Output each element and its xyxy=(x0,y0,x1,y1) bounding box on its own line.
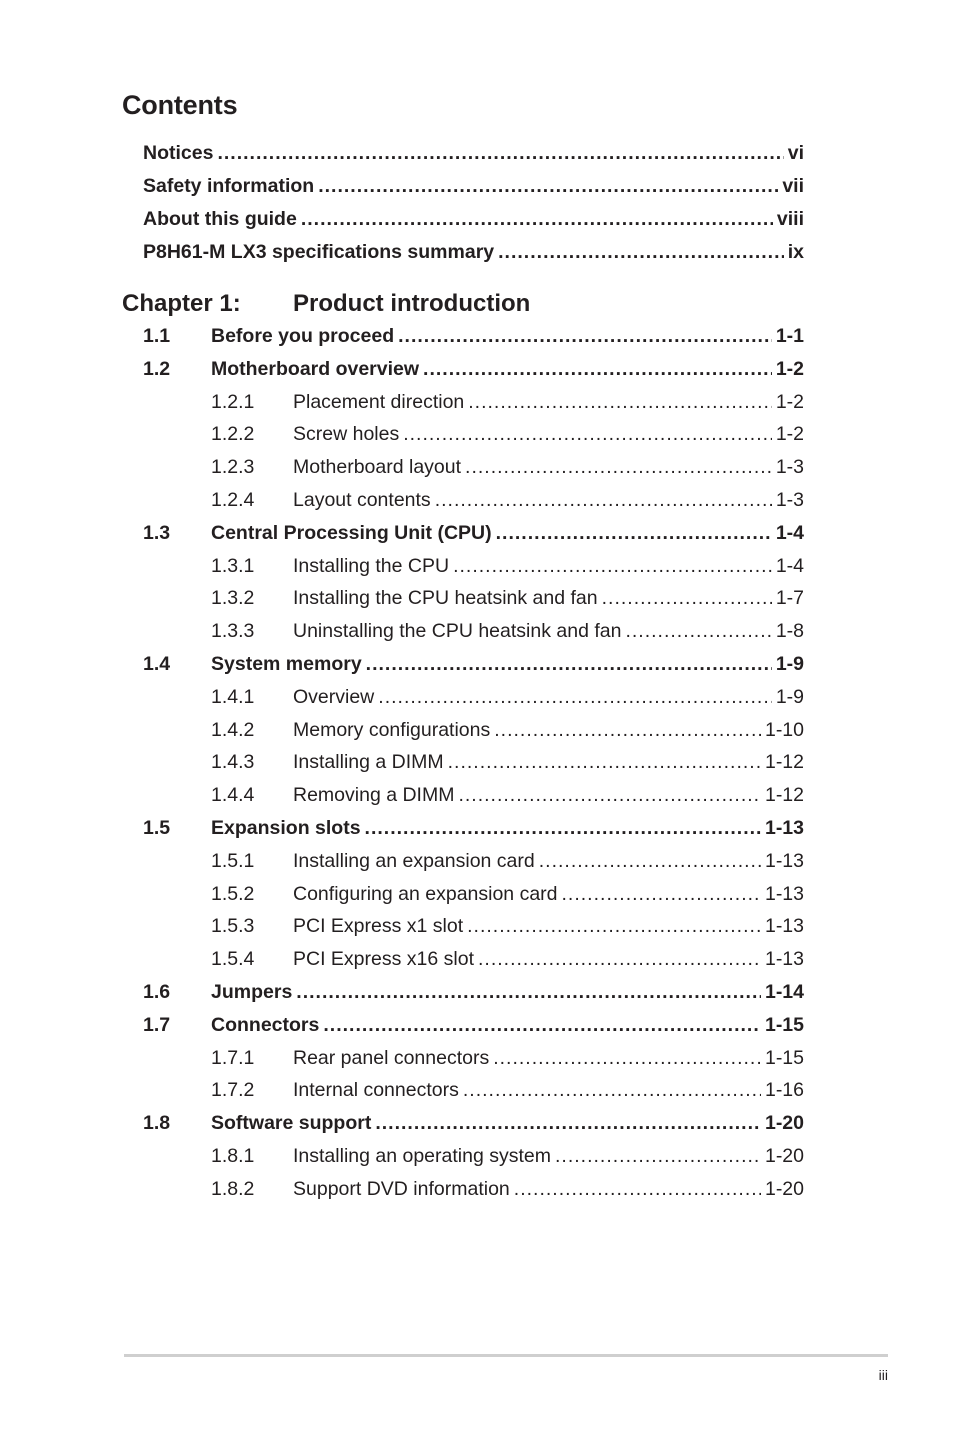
toc-entry[interactable] xyxy=(293,719,804,742)
toc-entry[interactable] xyxy=(143,142,804,165)
toc-row xyxy=(143,208,804,241)
toc-entry-page: 1-10 xyxy=(764,718,804,741)
chapter-title: Product introduction xyxy=(293,290,531,317)
toc-row xyxy=(143,358,804,391)
chapter-number: Chapter 1: xyxy=(122,290,241,317)
toc-row xyxy=(143,489,804,522)
toc-entry-page: ix xyxy=(787,241,804,263)
toc-entry-label: Motherboard layout xyxy=(293,456,462,479)
toc-row xyxy=(143,719,804,752)
toc-entry[interactable] xyxy=(211,653,804,676)
toc-row xyxy=(143,1112,804,1145)
toc-row xyxy=(143,587,804,620)
toc-entry[interactable] xyxy=(293,915,804,938)
dot-leader xyxy=(465,456,772,479)
toc-entry[interactable] xyxy=(293,686,804,709)
toc-entry-page: 1-20 xyxy=(764,1144,804,1167)
toc-entry-label: P8H61-M LX3 specifications summary xyxy=(143,241,495,263)
section-number: 1.4.4 xyxy=(211,784,255,807)
chapter-heading xyxy=(122,290,804,322)
section-number: 1.3.3 xyxy=(211,620,255,643)
dot-leader xyxy=(463,1079,761,1102)
toc-row xyxy=(143,1178,804,1211)
toc-entry-page: 1-2 xyxy=(775,390,804,413)
dot-leader xyxy=(468,391,772,414)
toc-entry-label: Installing the CPU xyxy=(293,554,450,577)
section-number: 1.5.1 xyxy=(211,849,255,872)
section-number: 1.2.4 xyxy=(211,488,255,511)
toc-entry[interactable] xyxy=(293,1145,804,1168)
toc-row xyxy=(143,522,804,555)
toc-row xyxy=(143,1047,804,1080)
section-number: 1.8.1 xyxy=(211,1144,255,1167)
toc-entry-label: Central Processing Unit (CPU) xyxy=(211,521,492,544)
section-number: 1.3.1 xyxy=(211,554,255,577)
dot-leader xyxy=(498,241,784,264)
toc-entry-page: 1-2 xyxy=(775,423,804,446)
toc-entry[interactable] xyxy=(293,489,804,512)
toc-entry[interactable] xyxy=(293,784,804,807)
section-number: 1.4.3 xyxy=(211,751,255,774)
dot-leader xyxy=(539,850,761,873)
toc-entry-page: 1-9 xyxy=(775,652,804,675)
toc-row xyxy=(143,784,804,817)
toc-entry-page: 1-14 xyxy=(764,980,804,1003)
toc-row xyxy=(143,241,804,274)
dot-leader xyxy=(514,1178,761,1201)
toc-row xyxy=(143,456,804,489)
toc-entry-label: Motherboard overview xyxy=(211,357,420,380)
toc-row xyxy=(143,423,804,456)
toc-row xyxy=(143,948,804,981)
toc-entry[interactable] xyxy=(293,456,804,479)
toc-entry[interactable] xyxy=(293,391,804,414)
toc-entry-page: vii xyxy=(782,175,804,197)
dot-leader xyxy=(366,653,772,676)
dot-leader xyxy=(493,1047,761,1070)
toc-row xyxy=(143,915,804,948)
section-number: 1.2.1 xyxy=(211,390,255,413)
section-number: 1.5.4 xyxy=(211,948,255,971)
toc-entry[interactable] xyxy=(211,358,804,381)
toc-entry-page: 1-8 xyxy=(775,620,804,643)
toc-entry-page: 1-20 xyxy=(764,1112,804,1135)
section-number: 1.2.3 xyxy=(211,456,255,479)
dot-leader xyxy=(458,784,761,807)
toc-entry-page: 1-13 xyxy=(764,816,804,839)
toc-entry-label: Safety information xyxy=(143,175,315,197)
toc-entry-label: Connectors xyxy=(211,1013,320,1036)
toc-entry[interactable] xyxy=(143,175,804,198)
toc-entry[interactable] xyxy=(211,817,804,840)
toc-row xyxy=(143,653,804,686)
toc-entry-label: System memory xyxy=(211,652,362,675)
toc-entry[interactable] xyxy=(211,1112,804,1135)
toc-entry-page: 1-15 xyxy=(764,1046,804,1069)
toc-entry-page: 1-7 xyxy=(775,587,804,610)
toc-entry-page: 1-12 xyxy=(764,751,804,774)
section-number: 1.3 xyxy=(143,521,171,544)
section-number: 1.4 xyxy=(143,652,171,675)
toc-entry[interactable] xyxy=(293,555,804,578)
dot-leader xyxy=(318,175,778,198)
toc-entry-label: Configuring an expansion card xyxy=(293,882,558,905)
toc-row xyxy=(143,883,804,916)
toc-row xyxy=(143,391,804,424)
dot-leader xyxy=(448,751,761,774)
toc-row xyxy=(143,1079,804,1112)
toc-entry-page: vi xyxy=(787,142,804,164)
section-number: 1.5.2 xyxy=(211,882,255,905)
dot-leader xyxy=(555,1145,761,1168)
dot-leader xyxy=(323,1014,761,1037)
toc-entry-page: 1-4 xyxy=(775,554,804,577)
toc-entry-label: Layout contents xyxy=(293,488,431,511)
toc-entry[interactable] xyxy=(293,587,804,610)
dot-leader xyxy=(625,620,771,643)
toc-entry[interactable] xyxy=(211,522,804,545)
section-number: 1.5 xyxy=(143,816,171,839)
section-number: 1.7 xyxy=(143,1013,171,1036)
dot-leader xyxy=(602,587,772,610)
page-title: Contents xyxy=(122,90,238,120)
toc-entry-label: Installing an expansion card xyxy=(293,849,535,872)
toc-entry-page: 1-4 xyxy=(775,521,804,544)
toc-entry[interactable] xyxy=(143,208,804,231)
toc-entry-page: 1-3 xyxy=(775,456,804,479)
toc-entry-label: Internal connectors xyxy=(293,1079,459,1102)
toc-list xyxy=(143,325,804,1211)
toc-row xyxy=(143,1014,804,1047)
toc-row xyxy=(143,850,804,883)
toc-entry-label: Memory configurations xyxy=(293,718,491,741)
section-number: 1.2.2 xyxy=(211,423,255,446)
toc-row xyxy=(143,175,804,208)
toc-row xyxy=(143,751,804,784)
dot-leader xyxy=(375,1112,761,1135)
toc-entry-page: 1-13 xyxy=(764,882,804,905)
toc-entry-label: Screw holes xyxy=(293,423,400,446)
toc-entry-label: Before you proceed xyxy=(211,325,395,347)
dot-leader xyxy=(494,719,761,742)
section-number: 1.4.1 xyxy=(211,685,255,708)
section-number: 1.6 xyxy=(143,980,171,1003)
toc-entry[interactable] xyxy=(293,1079,804,1102)
toc-entry-label: Rear panel connectors xyxy=(293,1046,490,1069)
dot-leader xyxy=(217,142,783,165)
toc-entry-page: 1-15 xyxy=(764,1013,804,1036)
toc-entry-page: 1-12 xyxy=(764,784,804,807)
front-matter-list xyxy=(143,142,804,274)
section-number: 1.1 xyxy=(143,325,171,347)
toc-entry-label: Jumpers xyxy=(211,980,293,1003)
toc-entry-label: PCI Express x1 slot xyxy=(293,915,464,938)
dot-leader xyxy=(301,208,773,231)
toc-entry-label: Placement direction xyxy=(293,390,465,413)
toc-entry-label: Notices xyxy=(143,142,214,164)
toc-entry-label: Installing an operating system xyxy=(293,1144,551,1167)
toc-entry[interactable] xyxy=(293,1047,804,1070)
section-number: 1.7.1 xyxy=(211,1046,255,1069)
toc-entry[interactable] xyxy=(143,241,804,264)
section-number: 1.3.2 xyxy=(211,587,255,610)
section-number: 1.7.2 xyxy=(211,1079,255,1102)
toc-entry-label: Installing the CPU heatsink and fan xyxy=(293,587,598,610)
toc-row xyxy=(143,620,804,653)
toc-entry[interactable] xyxy=(293,948,804,971)
toc-row xyxy=(143,1145,804,1178)
dot-leader xyxy=(423,358,772,381)
toc-entry-label: Overview xyxy=(293,685,375,708)
toc-entry-page: 1-2 xyxy=(775,357,804,380)
dot-leader xyxy=(403,423,772,446)
toc-row xyxy=(143,981,804,1014)
dot-leader xyxy=(398,325,772,348)
toc-entry-page: 1-16 xyxy=(764,1079,804,1102)
section-number: 1.4.2 xyxy=(211,718,255,741)
dot-leader xyxy=(365,817,761,840)
toc-entry-page: 1-20 xyxy=(764,1177,804,1200)
toc-row xyxy=(143,686,804,719)
toc-entry-page: 1-13 xyxy=(764,948,804,971)
section-number: 1.8.2 xyxy=(211,1177,255,1200)
toc-entry-label: PCI Express x16 slot xyxy=(293,948,474,971)
toc-entry-label: Removing a DIMM xyxy=(293,784,455,807)
dot-leader xyxy=(478,948,761,971)
section-number: 1.5.3 xyxy=(211,915,255,938)
toc-entry[interactable] xyxy=(293,751,804,774)
toc-entry-page: viii xyxy=(776,208,804,230)
dot-leader xyxy=(435,489,772,512)
dot-leader xyxy=(296,981,761,1004)
dot-leader xyxy=(562,883,761,906)
toc-entry-label: Expansion slots xyxy=(211,816,361,839)
toc-row xyxy=(143,325,804,358)
toc-entry-page: 1-3 xyxy=(775,488,804,511)
toc-entry[interactable] xyxy=(293,423,804,446)
toc-entry-page: 1-13 xyxy=(764,915,804,938)
toc-row xyxy=(143,555,804,588)
dot-leader xyxy=(378,686,772,709)
page-number: iii xyxy=(878,1367,888,1383)
section-number: 1.2 xyxy=(143,357,171,380)
toc-entry-label: Support DVD information xyxy=(293,1177,510,1200)
toc-entry[interactable] xyxy=(211,981,804,1004)
toc-entry[interactable] xyxy=(293,883,804,906)
dot-leader xyxy=(453,555,772,578)
toc-row xyxy=(143,817,804,850)
dot-leader xyxy=(496,522,772,545)
toc-entry-label: About this guide xyxy=(143,208,297,230)
toc-entry-page: 1-1 xyxy=(775,325,804,347)
toc-entry-page: 1-13 xyxy=(764,849,804,872)
toc-entry[interactable] xyxy=(293,1178,804,1201)
toc-entry-label: Uninstalling the CPU heatsink and fan xyxy=(293,620,622,643)
toc-row xyxy=(143,142,804,175)
dot-leader xyxy=(467,915,761,938)
toc-entry[interactable] xyxy=(293,850,804,873)
toc-entry[interactable] xyxy=(293,620,804,643)
footer-rule xyxy=(124,1354,888,1357)
toc-entry-page: 1-9 xyxy=(775,685,804,708)
section-number: 1.8 xyxy=(143,1112,171,1135)
toc-entry[interactable] xyxy=(211,325,804,348)
toc-entry[interactable] xyxy=(211,1014,804,1037)
toc-entry-label: Installing a DIMM xyxy=(293,751,444,774)
toc-entry-label: Software support xyxy=(211,1112,372,1135)
